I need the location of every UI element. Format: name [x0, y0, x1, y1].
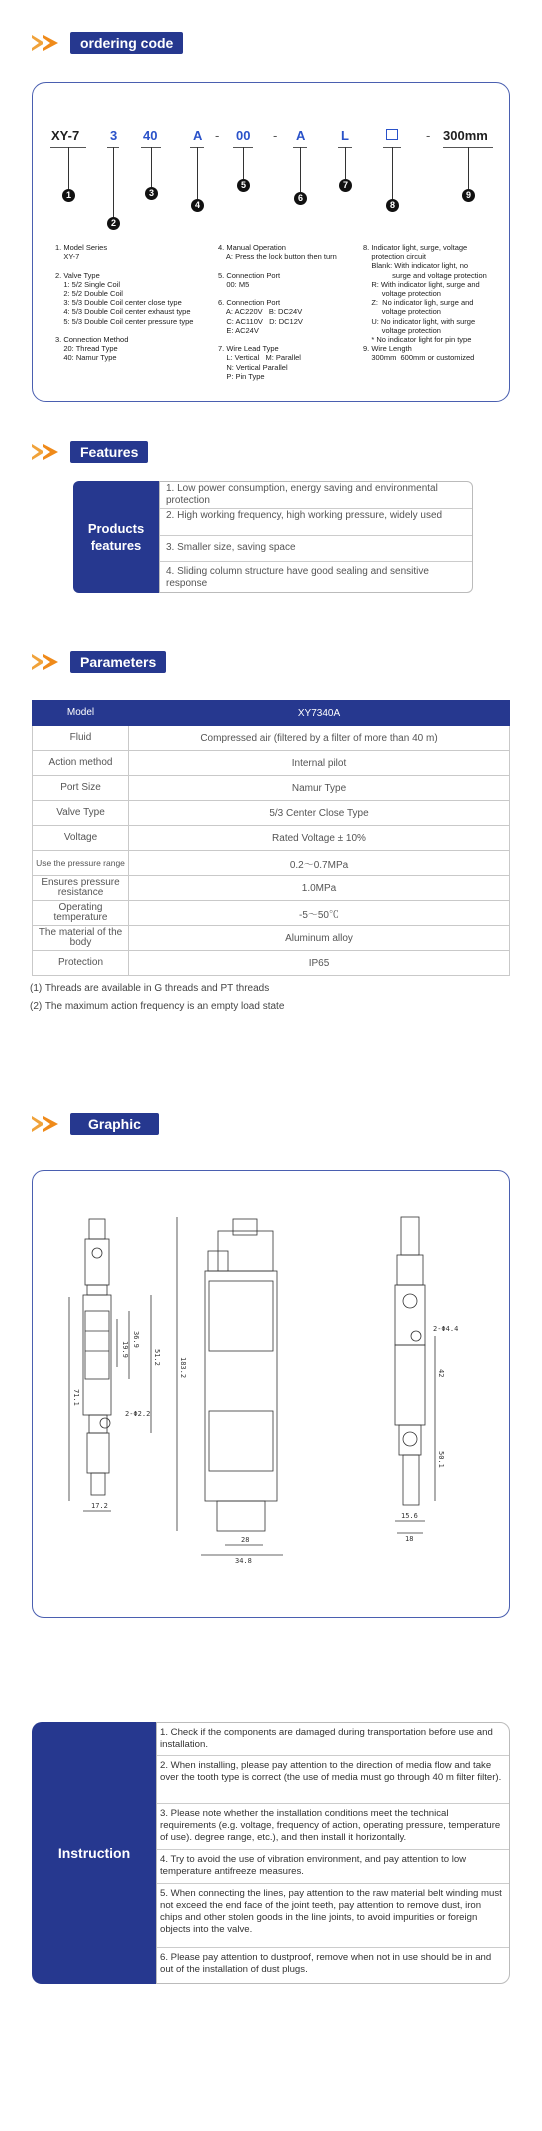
dim-label: 2-Φ4.4: [433, 1325, 459, 1333]
code-manual: A: [193, 128, 203, 143]
param-value: Compressed air (filtered by a filter of more than 40 m): [129, 726, 510, 751]
code-wire-length: 300mm: [443, 128, 488, 143]
instruction-item: 6. Please pay attention to dustproof, remove when not in use should be in and out of the installation of dust plugs.: [160, 1952, 492, 1975]
spec-line: 5: 5/3 Double Coil center pressure type: [55, 316, 194, 326]
chevron-arrows-icon: [32, 1113, 70, 1135]
section-header-parameters: [32, 651, 166, 673]
instruction-item: 3. Please note whether the installation conditions meet the technical requirements (e.g. voltage, frequency of action, operating pressure, temperature of use). degree range, etc.), and then install it horizontally.: [157, 1804, 509, 1850]
number-badge: 3: [145, 187, 158, 200]
dim-label: 28: [241, 1536, 250, 1544]
spec-line: U: No indicator light, with surge: [363, 316, 476, 326]
table-row: [33, 776, 510, 801]
features-label-line: features: [90, 538, 142, 553]
table-row: [33, 926, 510, 951]
param-value: 5/3 Center Close Type: [129, 801, 510, 826]
spec-line: A: AC220V B: DC24V: [218, 307, 303, 317]
dim-label: 50.1: [437, 1451, 445, 1468]
spec-line: 20: Thread Type: [55, 344, 118, 354]
param-value: 1.0MPa: [129, 876, 510, 901]
param-key: Valve Type: [33, 801, 129, 826]
leader-line: [113, 147, 114, 217]
spec-line: 300mm 600mm or customized: [363, 353, 475, 363]
spec-line: 00: M5: [218, 279, 250, 289]
dim-label: 183.2: [179, 1357, 187, 1379]
table-row: [33, 801, 510, 826]
spec-line: 2: 5/2 Double Coil: [55, 289, 123, 299]
spec-column-3: [363, 243, 487, 363]
spec-line: [55, 326, 193, 335]
param-value: Aluminum alloy: [129, 926, 510, 951]
spec-line: 8. Indicator light, surge, voltage: [363, 243, 468, 252]
section-title: Graphic: [70, 1113, 159, 1135]
separator: -: [273, 128, 278, 143]
spec-line: C: AC110V D: DC12V: [218, 316, 303, 326]
spec-line: 5. Connection Port: [218, 270, 281, 280]
param-key: The material of the body: [33, 926, 129, 951]
number-badge: 7: [339, 179, 352, 192]
leader-line: [197, 147, 198, 199]
dim-label: 18: [405, 1535, 414, 1543]
spec-column-1: [55, 243, 193, 363]
spec-line: 4. Manual Operation: [218, 243, 286, 252]
dimension-drawing: [33, 1171, 511, 1619]
param-key: Protection: [33, 951, 129, 976]
table-row: [33, 726, 510, 751]
front-view: [69, 1219, 151, 1511]
dimension-drawing-panel: [32, 1170, 510, 1618]
separator: -: [215, 128, 220, 143]
spec-column-2: [218, 243, 337, 381]
leader-line: [392, 147, 393, 199]
feature-item: 1. Low power consumption, energy saving and environmental protection: [160, 482, 472, 509]
dim-label: 17.2: [91, 1502, 108, 1510]
spec-line: R: With indicator light, surge and: [363, 279, 480, 289]
spec-line: 3: 5/3 Double Coil center close type: [55, 298, 182, 308]
chevron-arrows-icon: [32, 651, 70, 673]
param-value: 0.2～0.7MPa: [129, 851, 510, 876]
table-header-row: [33, 701, 510, 726]
number-badge: 5: [237, 179, 250, 192]
spec-line: 6. Connection Port: [218, 298, 281, 308]
param-value: IP65: [129, 951, 510, 976]
section-title: Parameters: [70, 651, 166, 673]
param-value: Internal pilot: [129, 751, 510, 776]
spec-line: 7. Wire Lead Type: [218, 344, 279, 354]
feature-item: 4. Sliding column structure have good sealing and sensitive response: [166, 566, 429, 589]
spec-line: A: Press the lock button then turn: [218, 252, 337, 262]
instruction-item: 5. When connecting the lines, pay attention to the raw material belt winding must not exceed the end face of the joint teeth, pay attention to remove dust, iron chips and other stolen goods in the line joints, to avoid impurities or foreign objects into the valve.: [157, 1884, 509, 1948]
features-list: [159, 481, 473, 593]
instruction-list: [156, 1722, 510, 1984]
spec-line: 1. Model Series: [55, 243, 108, 252]
spec-line: 40: Namur Type: [55, 353, 117, 363]
table-row: [33, 901, 510, 926]
spec-line: XY-7: [55, 252, 80, 262]
spec-line: [218, 335, 337, 344]
spec-line: P: Pin Type: [218, 371, 265, 381]
param-key: Use the pressure range: [33, 851, 129, 876]
param-key: Port Size: [33, 776, 129, 801]
leader-line: [68, 147, 69, 189]
param-value: Rated Voltage ± 10%: [129, 826, 510, 851]
spec-line: 2. Valve Type: [55, 270, 100, 280]
spec-line: 4: 5/3 Double Coil center exhaust type: [55, 307, 191, 317]
code-model: XY-7: [51, 128, 80, 143]
number-badge: 9: [462, 189, 475, 202]
dim-label: 36.9: [132, 1331, 140, 1348]
instruction-label: Instruction: [32, 1722, 156, 1984]
dim-label: 2-Φ2.2: [125, 1410, 151, 1418]
param-key: Fluid: [33, 726, 129, 751]
instruction-item: 4. Try to avoid the use of vibration environment, and pay attention to low temperature antifreeze measures.: [157, 1850, 509, 1884]
spec-line: voltage protection: [363, 307, 441, 317]
feature-item: 2. High working frequency, high working pressure, widely used: [160, 509, 472, 536]
features-label: [73, 481, 159, 593]
instruction-item: 1. Check if the components are damaged during transportation before use and installation.: [157, 1723, 509, 1756]
dim-label: 15.6: [401, 1512, 418, 1520]
parameters-note: (2) The maximum action frequency is an empty load state: [30, 1001, 285, 1012]
separator: -: [426, 128, 431, 143]
chevron-arrows-icon: [32, 32, 70, 54]
param-key: Voltage: [33, 826, 129, 851]
param-key: Ensures pressure resistance: [33, 876, 129, 901]
feature-item: 3. Smaller size, saving space: [160, 536, 472, 562]
dim-label: 19.9: [121, 1341, 129, 1358]
leader-line: [151, 147, 152, 187]
table-header-cell: Model: [33, 701, 129, 726]
number-badge: 1: [62, 189, 75, 202]
leader-line: [300, 147, 301, 192]
code-connection: 40: [143, 128, 158, 143]
spec-line: 9. Wire Length: [363, 344, 412, 354]
leader-line: [468, 147, 469, 189]
section-header-ordering: [32, 32, 183, 54]
parameters-note: (1) Threads are available in G threads and PT threads: [30, 983, 270, 994]
spec-line: [55, 261, 193, 270]
number-badge: 8: [386, 199, 399, 212]
number-badge: 6: [294, 192, 307, 205]
leader-line: [243, 147, 244, 179]
dim-label: 34.8: [235, 1557, 252, 1565]
spec-line: * No indicator light for pin type: [363, 335, 472, 345]
table-header-cell: XY7340A: [129, 701, 510, 726]
spec-line: surge and voltage protection: [363, 270, 487, 280]
blank-box-icon: [386, 129, 398, 140]
table-row: [33, 826, 510, 851]
instruction-item: 2. When installing, please pay attention to the direction of media flow and take over the tooth type is correct (the use of media must go through 40 m filter filter).: [157, 1756, 509, 1804]
chevron-arrows-icon: [32, 441, 70, 463]
param-key: Operating temperature: [33, 901, 129, 926]
spec-line: protection circuit: [363, 252, 426, 262]
section-title: ordering code: [70, 32, 183, 54]
spec-line: L: Vertical M: Parallel: [218, 353, 301, 363]
leader-line: [345, 147, 346, 179]
code-valve-type: 3: [110, 128, 118, 143]
param-value: Namur Type: [129, 776, 510, 801]
dim-label: 51.2: [153, 1349, 161, 1366]
parameters-table: [32, 700, 510, 976]
ordering-code-panel: [32, 82, 510, 402]
end-view: [395, 1217, 435, 1533]
code-voltage: A: [296, 128, 306, 143]
param-value: -5～50℃: [129, 901, 510, 926]
number-badge: 2: [107, 217, 120, 230]
spec-line: [218, 289, 337, 298]
section-title: Features: [70, 441, 148, 463]
spec-line: Blank: With indicator light, no: [363, 261, 469, 271]
features-label-line: Products: [87, 521, 145, 536]
spec-line: Z: No indicator ligh, surge and: [363, 298, 474, 308]
table-row: [33, 851, 510, 876]
dim-label: 42: [437, 1369, 445, 1378]
spec-line: 1: 5/2 Single Coil: [55, 279, 121, 289]
table-row: [33, 751, 510, 776]
spec-line: 3. Connection Method: [55, 335, 129, 345]
dim-label: 71.1: [72, 1389, 80, 1406]
spec-line: E: AC24V: [218, 325, 259, 335]
spec-line: voltage protection: [363, 289, 441, 299]
code-port: 00: [236, 128, 251, 143]
code-wire-lead: L: [341, 128, 349, 143]
number-badge: 4: [191, 199, 204, 212]
section-header-graphic: [32, 1113, 159, 1135]
spec-line: N: Vertical Parallel: [218, 362, 288, 372]
side-view: [177, 1217, 283, 1555]
param-key: Action method: [33, 751, 129, 776]
table-row: [33, 951, 510, 976]
section-header-features: [32, 441, 148, 463]
spec-line: voltage protection: [363, 325, 441, 335]
table-row: [33, 876, 510, 901]
spec-line: [218, 261, 337, 270]
